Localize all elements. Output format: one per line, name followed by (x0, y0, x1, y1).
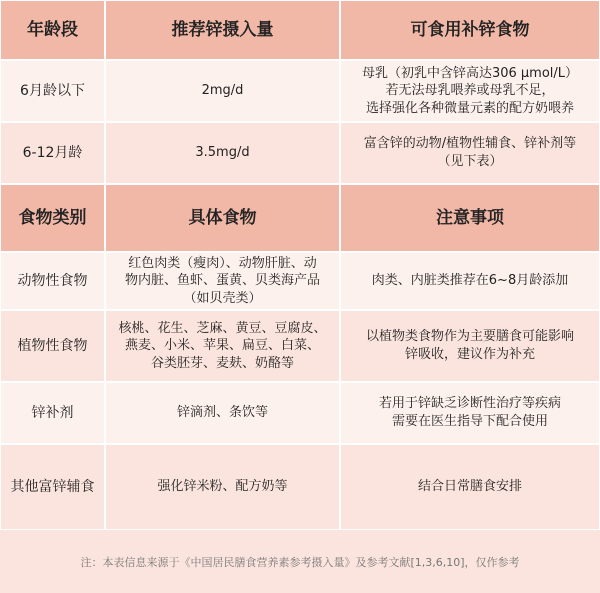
t1-row1-age: 6月龄以下 (1, 61, 106, 123)
t2-row4-category: 其他富锌辅食 (1, 445, 106, 531)
t2-row2-category: 植物性食物 (1, 311, 106, 383)
t2-row3-notes: 若用于锌缺乏诊断性治疗等疾病 需要在医生指导下配合使用 (341, 383, 600, 445)
t2-row1-foods: 红色肉类（瘦肉）、动物肝脏、动 物内脏、鱼虾、蛋黄、贝类海产品 （如贝壳类） (106, 253, 341, 311)
t1-row1-intake: 2mg/d (106, 61, 341, 123)
t2-row1-category: 动物性食物 (1, 253, 106, 311)
t1-row1-foods: 母乳（初乳中含锌高达306 μmol/L） 若无法母乳喂养或母乳不足， 选择强化各种微量元素的配方奶喂养 (341, 61, 600, 123)
t2-row3-foods: 锌滴剂、条饮等 (106, 383, 341, 445)
t2-row4-foods: 强化锌米粉、配方奶等 (106, 445, 341, 531)
t2-row3-category: 锌补剂 (1, 383, 106, 445)
source-footnote: 注：本表信息来源于《中国居民膳食营养素参考摄入量》及参考文献[1,3,6,10]，仅作参考 (0, 530, 600, 593)
t2-header-notes: 注意事项 (341, 185, 600, 253)
t1-header-foods: 可食用补锌食物 (341, 1, 600, 61)
t1-row2-age: 6-12月龄 (1, 123, 106, 185)
t1-row2-intake: 3.5mg/d (106, 123, 341, 185)
t2-header-foods: 具体食物 (106, 185, 341, 253)
t1-header-age: 年龄段 (1, 1, 106, 61)
t1-row2-foods: 富含锌的动物/植物性辅食、锌补剂等 （见下表） (341, 123, 600, 185)
t2-row1-notes: 肉类、内脏类推荐在6~8月龄添加 (341, 253, 600, 311)
t2-row2-foods: 核桃、花生、芝麻、黄豆、豆腐皮、 燕麦、小米、苹果、扁豆、白菜、 谷类胚芽、麦麸、奶酪等 (106, 311, 341, 383)
t2-row2-notes: 以植物类食物作为主要膳食可能影响 锌吸收，建议作为补充 (341, 311, 600, 383)
t1-header-intake: 推荐锌摄入量 (106, 1, 341, 61)
t2-header-category: 食物类别 (1, 185, 106, 253)
t2-row4-notes: 结合日常膳食安排 (341, 445, 600, 531)
